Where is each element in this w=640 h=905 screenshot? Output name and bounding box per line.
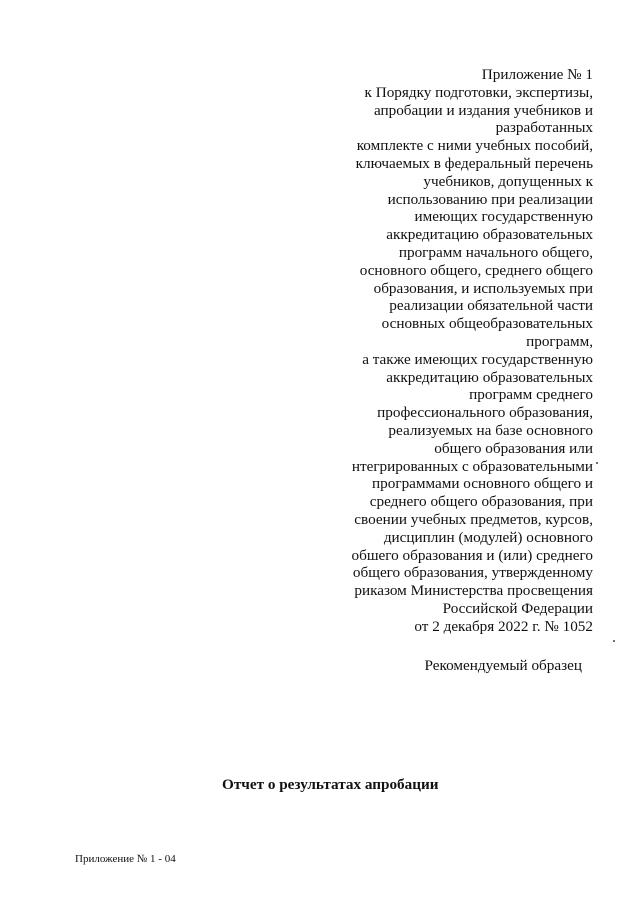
appendix-line: разработанных [495, 119, 593, 137]
appendix-line: нтегрированных с образовательными [351, 457, 593, 475]
appendix-line: реализуемых на базе основного [388, 421, 593, 439]
appendix-line: аккредитацию образовательных [386, 368, 593, 386]
appendix-line: основных общеобразовательных [381, 315, 593, 333]
appendix-line: реализации обязательной части [389, 297, 593, 315]
appendix-line: ключаемых в федеральный перечень [355, 154, 593, 172]
recommended-sample-label: Рекомендуемый образец [424, 657, 582, 674]
appendix-line: профессионального образования, [377, 404, 593, 422]
appendix-line: апробации и издания учебников и [373, 101, 593, 119]
appendix-line: Приложение № 1 [481, 66, 593, 83]
appendix-line: учебников, допущенных к [423, 172, 593, 190]
appendix-line: риказом Министерства просвещения [354, 582, 593, 600]
report-title: Отчет о результатах апробации [222, 776, 439, 793]
appendix-line: от 2 декабря 2022 г. № 1052 [414, 617, 593, 635]
appendix-line: а также имеющих государственную [362, 350, 593, 368]
appendix-line: программами основного общего и [372, 475, 593, 493]
appendix-line: обшего образования и (или) среднего [351, 546, 593, 564]
appendix-line: аккредитацию образовательных [386, 226, 593, 244]
appendix-line: среднего общего образования, при [369, 493, 593, 511]
appendix-line: комплекте с ними учебных пособий, [356, 137, 593, 155]
appendix-line: программ среднего [469, 386, 593, 404]
appendix-line: образования, и используемых при [373, 279, 593, 297]
appendix-line: основного общего, среднего общего [359, 261, 593, 279]
appendix-line: к Порядку подготовки, экспертизы, [364, 83, 593, 101]
appendix-line: Российской Федерации [442, 599, 593, 617]
appendix-line: имеющих государственную [414, 208, 593, 226]
appendix-header [323, 66, 593, 636]
scan-speck [596, 462, 598, 464]
appendix-line: программ, [526, 332, 593, 350]
scan-speck [613, 640, 615, 642]
appendix-line: общего образования, утвержденному [352, 564, 593, 582]
appendix-line: дисциплин (модулей) основного [383, 528, 593, 546]
appendix-line: своении учебных предметов, курсов, [354, 510, 593, 528]
appendix-line: использованию при реализации [387, 190, 593, 208]
appendix-line: программ начального общего, [398, 243, 593, 261]
appendix-line: общего образования или [434, 439, 593, 457]
page-footer-label: Приложение № 1 - 04 [75, 853, 176, 865]
